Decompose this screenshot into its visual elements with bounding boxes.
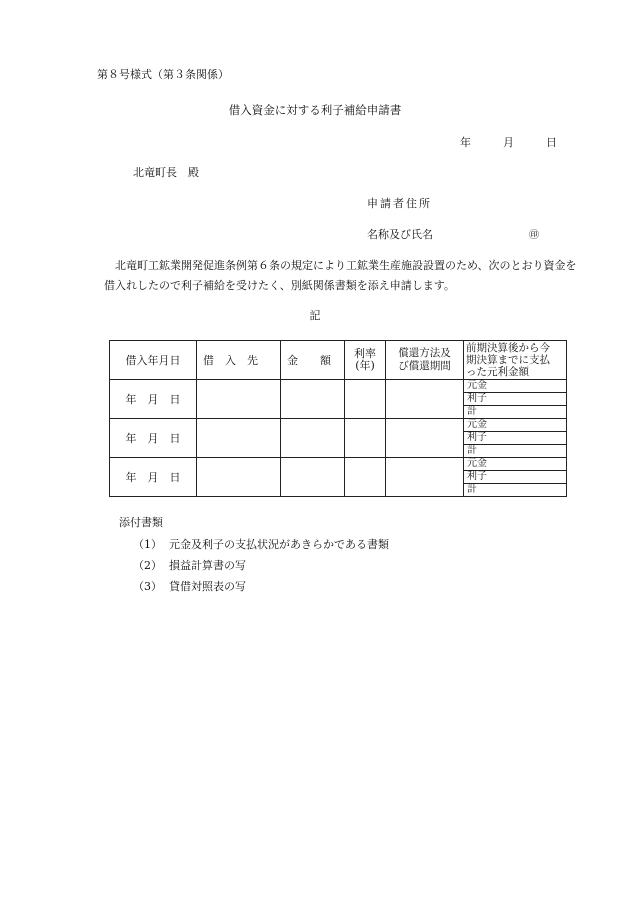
attachment-item bbox=[133, 536, 389, 552]
header-amount: 金 額 bbox=[281, 341, 345, 380]
lender-cell bbox=[197, 380, 281, 419]
attachments-title: 添付書類 bbox=[119, 516, 163, 529]
repayment-cell bbox=[386, 380, 464, 419]
lender-cell bbox=[197, 419, 281, 458]
loan-table bbox=[109, 340, 567, 497]
addressee: 北竜町長 殿 bbox=[133, 166, 199, 179]
applicant-name-label: 名称及び氏名 bbox=[367, 228, 433, 241]
date-year: 年 bbox=[460, 136, 471, 149]
applicant-address-label: 申請者住所 bbox=[367, 197, 432, 210]
total-cell: 計 bbox=[464, 484, 567, 497]
amount-cell bbox=[281, 458, 345, 497]
interest-cell: 利子 bbox=[464, 471, 567, 484]
header-paid-amount: 前期決算後から今 期決算までに支払 った元利金額 bbox=[464, 341, 567, 380]
attachment-item bbox=[133, 557, 246, 573]
loan-date-cell: 年 月 日 bbox=[110, 380, 197, 419]
repayment-cell bbox=[386, 419, 464, 458]
principal-cell: 元金 bbox=[464, 458, 567, 471]
table-header-row bbox=[110, 341, 567, 380]
loan-date-cell: 年 月 日 bbox=[110, 419, 197, 458]
header-loan-date: 借入年月日 bbox=[110, 341, 197, 380]
date-month: 月 bbox=[503, 136, 514, 149]
attachment-item bbox=[133, 578, 246, 594]
repayment-cell bbox=[386, 458, 464, 497]
amount-cell bbox=[281, 419, 345, 458]
header-lender: 借 入 先 bbox=[197, 341, 281, 380]
document-title: 借入資金に対する利子補給申請書 bbox=[228, 103, 402, 117]
body-text: 北竜町工鉱業開発促進条例第６条の規定により工鉱業生産施設設置のため、次のとおり資金を借入れしたので利子補給を受けたく、別紙関係書類を添え申請します。 bbox=[104, 259, 577, 292]
interest-cell: 利子 bbox=[464, 393, 567, 406]
amount-cell bbox=[281, 380, 345, 419]
header-repayment: 償還方法及 び償還期間 bbox=[386, 341, 464, 380]
attachment-number: （3） bbox=[133, 580, 162, 593]
total-cell: 計 bbox=[464, 445, 567, 458]
rate-cell bbox=[345, 458, 386, 497]
attachment-text: 損益計算書の写 bbox=[169, 559, 246, 572]
lender-cell bbox=[197, 458, 281, 497]
header-interest-rate: 利率 (年) bbox=[345, 341, 386, 380]
principal-cell: 元金 bbox=[464, 419, 567, 432]
form-number-label: 第８号様式（第３条関係） bbox=[97, 68, 229, 81]
attachment-text: 貸借対照表の写 bbox=[169, 580, 246, 593]
attachment-text: 元金及利子の支払状況があきらかである書類 bbox=[169, 538, 389, 551]
date-day: 日 bbox=[546, 136, 557, 149]
rate-cell bbox=[345, 380, 386, 419]
table-row bbox=[110, 380, 567, 393]
seal-mark: ㊞ bbox=[529, 230, 539, 241]
table-row bbox=[110, 458, 567, 471]
ki-heading: 記 bbox=[309, 309, 321, 322]
attachment-number: （2） bbox=[133, 559, 162, 572]
table-row bbox=[110, 419, 567, 432]
loan-date-cell: 年 月 日 bbox=[110, 458, 197, 497]
total-cell: 計 bbox=[464, 406, 567, 419]
rate-cell bbox=[345, 419, 386, 458]
principal-cell: 元金 bbox=[464, 380, 567, 393]
body-paragraph bbox=[104, 256, 582, 296]
interest-cell: 利子 bbox=[464, 432, 567, 445]
date-line bbox=[460, 134, 557, 150]
attachment-number: （1） bbox=[133, 538, 162, 551]
